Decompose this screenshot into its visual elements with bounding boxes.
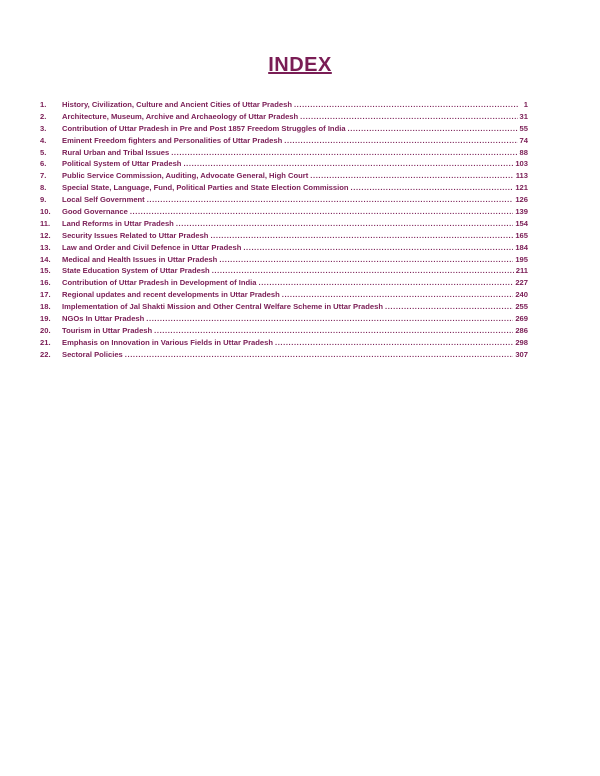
toc-entry-page: 165 (515, 230, 528, 240)
toc-entry (40, 301, 528, 313)
toc-entry (40, 170, 528, 182)
toc-entry-number: 11. (40, 218, 51, 228)
dot-leader (146, 313, 513, 325)
toc-entry (40, 147, 528, 159)
dot-leader (348, 123, 518, 135)
toc-entry-number: 22. (40, 349, 51, 359)
toc-entry-number: 14. (40, 254, 51, 264)
toc-entry-title: Good Governance (62, 207, 128, 217)
toc-entry-page: 139 (515, 207, 528, 217)
dot-leader (125, 349, 514, 361)
toc-entry-number: 9. (40, 195, 47, 205)
toc-entry (40, 135, 528, 147)
toc-entry (40, 182, 528, 194)
toc-entry-title: Sectoral Policies (62, 349, 123, 359)
toc-entry-number: 20. (40, 325, 51, 335)
toc-entry-page: 88 (519, 147, 528, 157)
dot-leader (385, 301, 513, 313)
toc-entry-page: 31 (519, 111, 528, 121)
toc-entry-title: Special State, Language, Fund, Political Parties and State Election Commission (62, 183, 349, 193)
dot-leader (154, 325, 513, 337)
dot-leader (259, 277, 514, 289)
table-of-contents (40, 99, 528, 361)
dot-leader (243, 242, 513, 254)
toc-entry-page: 298 (515, 337, 528, 347)
toc-entry-page: 55 (519, 123, 528, 133)
toc-entry-title: Eminent Freedom fighters and Personalities of Uttar Pradesh (62, 135, 283, 145)
toc-entry-page: 184 (515, 242, 528, 252)
toc-entry-page: 74 (519, 135, 528, 145)
toc-entry (40, 206, 528, 218)
toc-entry (40, 218, 528, 230)
toc-entry (40, 349, 528, 361)
toc-entry-page: 240 (515, 290, 528, 300)
page-title: INDEX (268, 54, 332, 76)
dot-leader (294, 99, 518, 111)
toc-entry-page: 103 (515, 159, 528, 169)
toc-entry-title: History, Civilization, Culture and Ancient Cities of Uttar Pradesh (62, 100, 292, 109)
toc-entry-title: Law and Order and Civil Defence in Uttar Pradesh (62, 242, 242, 252)
toc-entry (40, 325, 528, 337)
dot-leader (310, 170, 513, 182)
toc-entry-number: 4. (40, 135, 47, 145)
dot-leader (176, 218, 514, 230)
toc-entry (40, 289, 528, 301)
toc-entry-number: 8. (40, 183, 47, 193)
dot-leader (219, 254, 513, 266)
toc-entry-page: 307 (515, 349, 528, 359)
toc-entry (40, 313, 528, 325)
toc-entry (40, 99, 528, 111)
toc-entry-page: 255 (515, 302, 528, 312)
toc-entry-title: Contribution of Uttar Pradesh in Development of India (62, 278, 257, 288)
dot-leader (282, 289, 514, 301)
toc-entry (40, 254, 528, 266)
toc-entry (40, 277, 528, 289)
toc-entry (40, 265, 528, 277)
toc-entry-title: Tourism in Uttar Pradesh (62, 325, 153, 335)
toc-entry-title: Medical and Health Issues in Uttar Pradesh (62, 254, 218, 264)
toc-entry-title: Public Service Commission, Auditing, Advocate General, High Court (62, 171, 309, 181)
toc-entry-number: 1. (40, 100, 47, 109)
dot-leader (212, 265, 514, 277)
toc-entry-title: Rural Urban and Tribal Issues (62, 147, 170, 157)
toc-entry-number: 12. (40, 230, 51, 240)
toc-entry-number: 2. (40, 111, 47, 121)
toc-entry (40, 337, 528, 349)
toc-entry-number: 3. (40, 123, 47, 133)
toc-entry-page: 1 (523, 100, 528, 109)
toc-entry-page: 195 (515, 254, 528, 264)
dot-leader (171, 147, 517, 159)
toc-entry-title: Implementation of Jal Shakti Mission and Other Central Welfare Scheme in Uttar Pradesh (62, 302, 383, 312)
toc-entry-title: Regional updates and recent developments in Uttar Pradesh (62, 290, 280, 300)
toc-entry-number: 17. (40, 290, 51, 300)
dot-leader (351, 182, 514, 194)
toc-entry-page: 126 (515, 195, 528, 205)
toc-entry (40, 242, 528, 254)
toc-entry-title: Contribution of Uttar Pradesh in Pre and Post 1857 Freedom Struggles of India (62, 123, 346, 133)
toc-entry-page: 211 (515, 266, 528, 276)
toc-entry-number: 19. (40, 314, 51, 324)
dot-leader (183, 158, 513, 170)
toc-entry-number: 21. (40, 337, 51, 347)
toc-entry-number: 15. (40, 266, 51, 276)
toc-entry-page: 286 (515, 325, 528, 335)
toc-entry-number: 5. (40, 147, 47, 157)
toc-entry-number: 10. (40, 207, 51, 217)
toc-entry-title: State Education System of Uttar Pradesh (62, 266, 210, 276)
dot-leader (147, 194, 514, 206)
toc-entry (40, 111, 528, 123)
toc-entry-page: 154 (515, 218, 528, 228)
toc-entry-number: 6. (40, 159, 47, 169)
toc-entry (40, 158, 528, 170)
toc-entry-number: 16. (40, 278, 51, 288)
dot-leader (275, 337, 513, 349)
toc-entry-number: 18. (40, 302, 51, 312)
toc-entry (40, 123, 528, 135)
toc-entry-title: Political System of Uttar Pradesh (62, 159, 182, 169)
toc-entry-title: Architecture, Museum, Archive and Archaeology of Uttar Pradesh (62, 111, 299, 121)
toc-entry-page: 269 (515, 314, 528, 324)
dot-leader (284, 135, 517, 147)
toc-entry-title: Emphasis on Innovation in Various Fields in Uttar Pradesh (62, 337, 273, 347)
toc-entry-number: 13. (40, 242, 51, 252)
toc-entry-number: 7. (40, 171, 47, 181)
toc-entry-page: 227 (515, 278, 528, 288)
dot-leader (130, 206, 514, 218)
toc-entry-title: Land Reforms in Uttar Pradesh (62, 218, 174, 228)
toc-entry-page: 121 (515, 183, 528, 193)
toc-entry-title: Local Self Government (62, 195, 145, 205)
toc-entry (40, 194, 528, 206)
dot-leader (210, 230, 513, 242)
toc-entry-title: Security Issues Related to Uttar Pradesh (62, 230, 209, 240)
dot-leader (300, 111, 517, 123)
toc-entry-title: NGOs In Uttar Pradesh (62, 314, 145, 324)
toc-entry-page: 113 (515, 171, 528, 181)
toc-entry (40, 230, 528, 242)
